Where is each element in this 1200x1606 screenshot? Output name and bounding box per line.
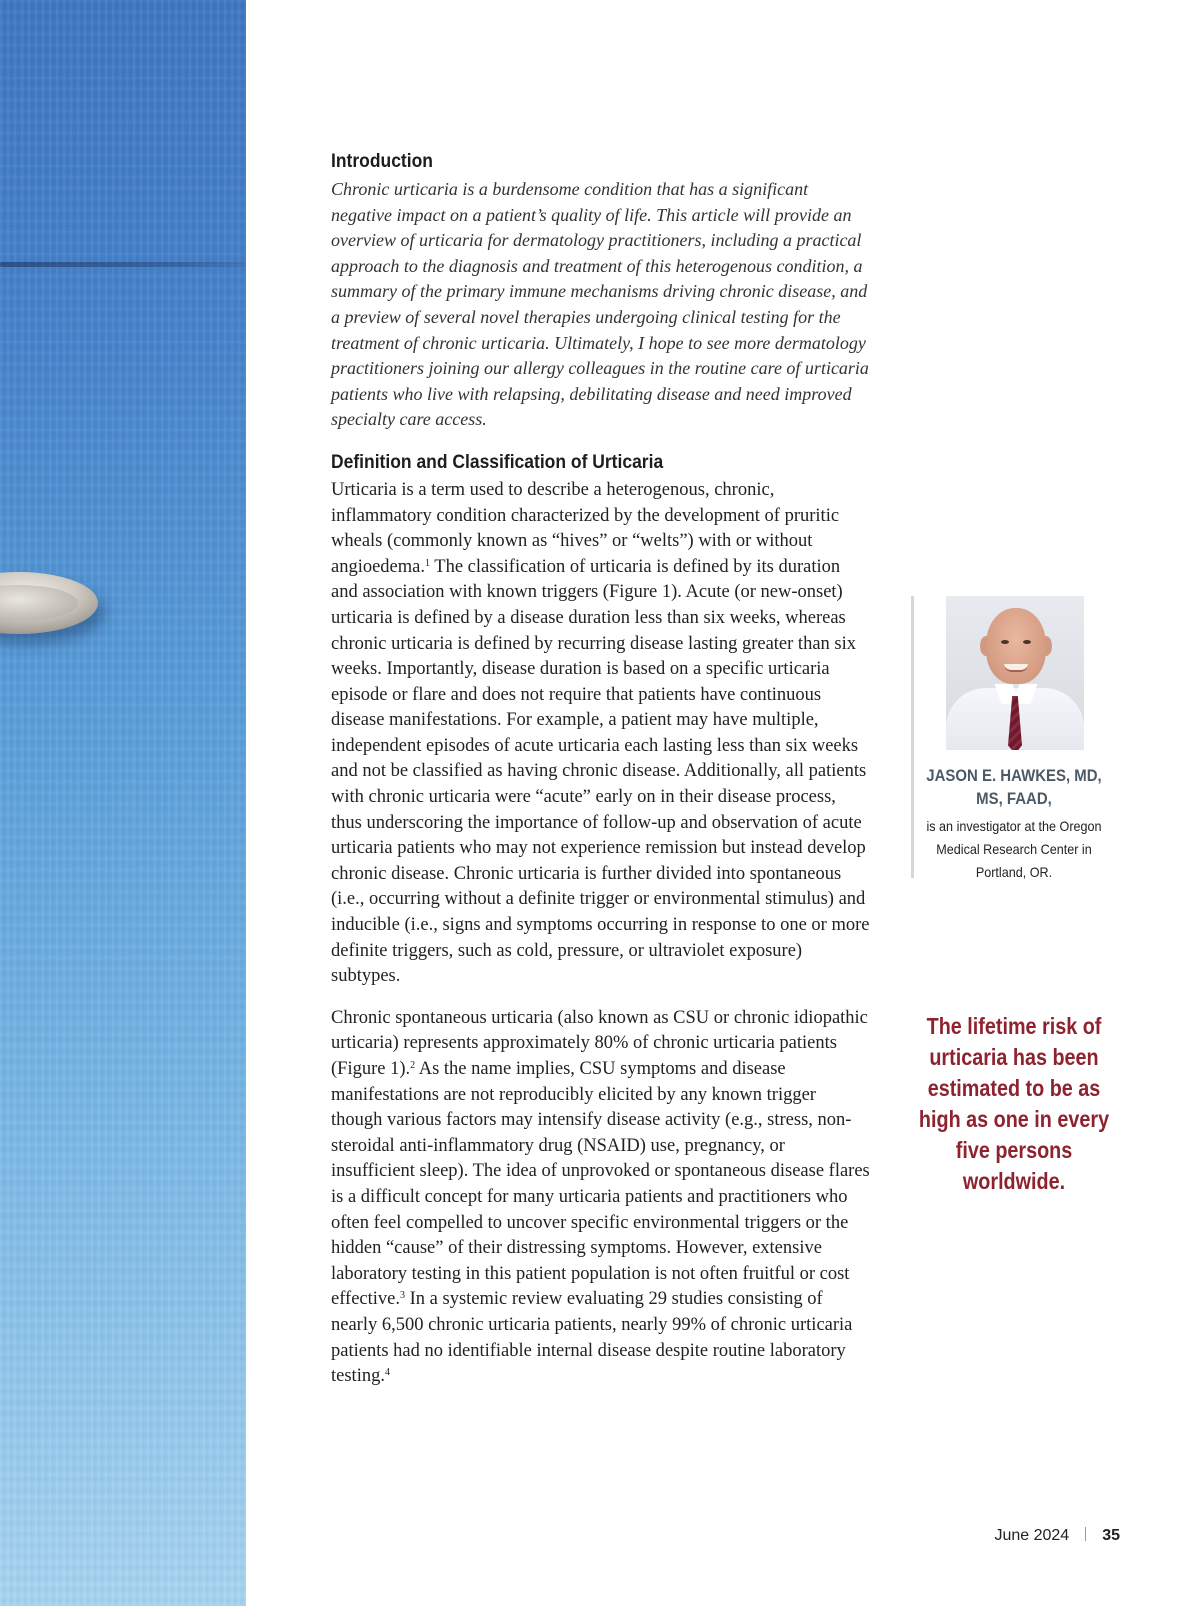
reference-3: 3 [400,1290,405,1302]
paragraph-text: As the name implies, CSU symptoms and disease manifestations are not reproducibly elicited by any known trigger though various factors may intensify disease activity (e.g., stress, non-steroidal anti-inflammatory drug (NSAID) use, pregnancy, or insufficient sleep). The idea of unprovoked or spontaneous disease flares is a difficult concept for many urticaria patients and practitioners who often feel compelled to uncover specific environmental triggers or the hidden “cause” of their distressing symptoms. However, extensive laboratory testing in this patient population is not often fruitful or cost effective. [331,1059,870,1310]
footer-divider [1085,1527,1086,1541]
author-eye [1001,640,1009,644]
issue-date: June 2024 [994,1527,1070,1544]
reference-1: 1 [425,557,430,569]
author-bio: is an investigator at the Oregon Medical Research Center in Portland, OR. [926,818,1102,880]
wood-grain-texture [0,0,246,1606]
sidebar-divider [911,596,914,878]
article-body [331,150,871,1406]
author-eye [1023,640,1031,644]
reference-4: 4 [384,1367,390,1379]
body-paragraph-2 [331,1006,871,1390]
intro-paragraph: Chronic urticaria is a burdensome condition that has a significant negative impact on a patient’s quality of life. This article will provide an overview of urticaria for dermatology practitioners, including a practical approach to the diagnosis and treatment of this heterogenous condition, a summary of the primary immune mechanisms driving chronic disease, and a preview of several novel therapies undergoing clinical testing for the treatment of chronic urticaria. Ultimately, I hope to see more dermatology practitioners joining our allergy colleagues in the routine care of urticaria patients who live with relapsing, debilitating disease and need improved specialty care access. [331,179,869,430]
wood-seam [0,262,246,267]
paragraph-text: Chronic spontaneous urticaria (also known as CSU or chronic idiopathic urticaria) represents approximately 80% of chronic urticaria patients (Figure 1). [331,1007,868,1079]
paragraph-text: Urticaria is a term used to describe a heterogenous, chronic, inflammatory condition characterized by the development of pruritic wheals (commonly known as “hives” or “welts”) with or without angioedema. [331,479,840,577]
body-paragraph-1 [331,478,871,990]
reference-2: 2 [410,1060,416,1071]
page-footer [900,1525,1120,1547]
author-name: JASON E. HAWKES, MD, MS, FAAD, [926,766,1102,808]
author-face [986,608,1046,684]
decorative-side-photo [0,0,246,1606]
section-heading: Definition and Classification of Urticaria [331,451,664,473]
paragraph-text: In a systemic review evaluating 29 studies consisting of nearly 6,500 chronic urticaria patients, nearly 99% of chronic urticaria patients had no identifiable internal disease despite routine laboratory testing. [331,1289,853,1387]
intro-heading: Introduction [331,151,433,172]
page-number: 35 [1102,1527,1120,1544]
pull-quote: The lifetime risk of urticaria has been estimated to be as high as one in every five persons worldwide. [918,1013,1110,1194]
author-photo [946,596,1084,750]
paragraph-text: The classification of urticaria is defined by its duration and association with known triggers (Figure 1). Acute (or new-onset) urticaria is defined by a disease duration less than six weeks, whereas chronic urticaria is defined by recurring disease lasting greater than six weeks. Importantly, disease duration is based on a specific urticaria episode or flare and does not require that patients have continuous disease manifestations. For example, a patient may have multiple, independent episodes of acute urticaria each lasting less than six weeks and not be classified as having chronic disease. Additionally, all patients with chronic urticaria were “acute” early on in their disease process, thus underscoring the importance of follow-up and observation of acute urticaria patients who may not experience remission but instead develop chronic disease. Chronic urticaria is further divided into spontaneous (i.e., occurring without a definite trigger or environmental stimulus) and inducible (i.e., signs and symptoms occurring in response to one or more definite triggers, such as cold, pressure, or ultraviolet exposure) subtypes. [331,556,870,987]
